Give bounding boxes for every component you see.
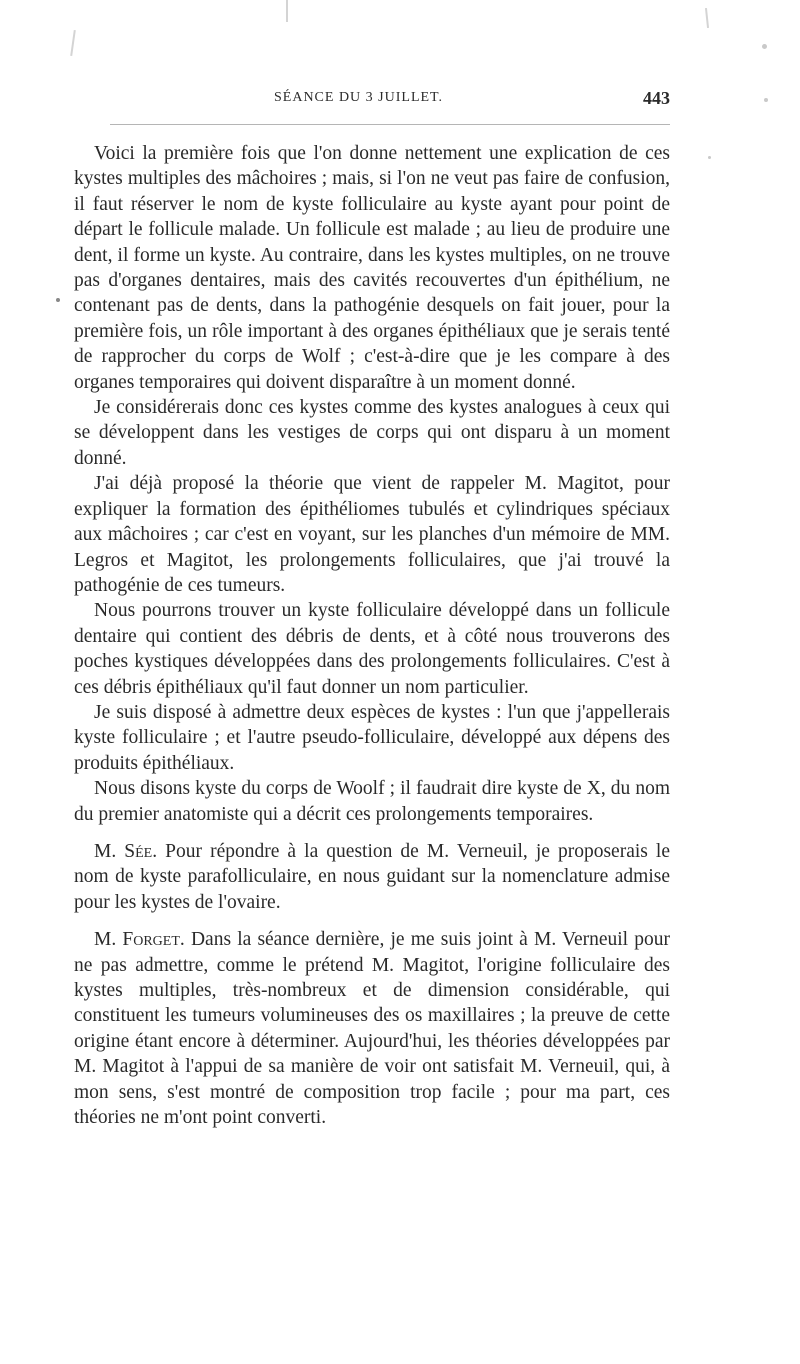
paragraph-text: Je suis disposé à admettre deux espèces de kystes : l'un que j'appellerais kyste folliculaire ; et l'autre pseudo-folliculaire, développé aux dépens des produits épithéliaux. [74,701,670,774]
running-title: SÉANCE DU 3 JUILLET. [274,90,444,105]
paragraph [74,141,670,395]
scan-speck [708,156,711,159]
speaker-paragraph [74,927,670,1130]
paragraph-text: Pour répondre à la question de M. Verneuil, je proposerais le nom de kyste parafolliculaire, en nous guidant sur la nomenclature admise pour les kystes de l'ovaire. [74,840,670,913]
speaker-name: M. Forget. [94,929,185,951]
paragraph-text: Je considérerais donc ces kystes comme des kystes analogues à ceux qui se développent dans les vestiges de corps qui ont disparu à un moment donné. [74,397,670,469]
paragraph-text: Nous disons kyste du corps de Woolf ; il faudrait dire kyste de X, du nom du premier anatomiste qui a décrit ces prolongements temporaires. [74,778,670,825]
paragraph [74,700,670,776]
paragraph [74,776,670,827]
scan-mark-top [286,0,288,22]
paragraph-text: Nous pourrons trouver un kyste folliculaire développé dans un follicule dentaire qui contient des débris de dents, et à côté nous trouverons des poches kystiques développées dans des prolongements folliculaires. C'est à ces débris épithéliaux qu'il faut donner un nom particulier. [74,600,670,698]
paragraph-text: Voici la première fois que l'on donne nettement une explication de ces kystes multiples des mâchoires ; mais, si l'on ne veut pas faire de confusion, il faut réserver le nom de kyste folliculaire au kyste ayant pour point de départ le follicule malade. Un follicule est malade ; au lieu de produire une dent, il forme un kyste. Au contraire, dans les kystes multiples, on ne trouve pas d'organes dentaires, mais des cavités recouvertes d'un épithélium, ne contenant pas de dents, dans la pathogénie desquels on fait jouer, pour la première fois, un rôle important à des organes épithéliaux que je serais tenté de rapprocher du corps de Wolf ; c'est-à-dire que je les compare à des organes temporaires qui doivent disparaître à un moment donné. [74,143,670,393]
header-rule [110,124,670,125]
paragraph [74,471,670,598]
running-head [74,88,670,112]
page-number: 443 [643,88,670,108]
scan-speck [762,44,767,49]
speaker-paragraph [74,839,670,915]
speaker-name: M. Sée. [94,840,158,862]
scan-speck [56,298,60,302]
paragraph [74,395,670,471]
scan-mark-right [705,8,709,28]
paragraph-text: J'ai déjà proposé la théorie que vient de rappeler M. Magitot, pour expliquer la formation des épithéliomes tubulés et cylindriques spéciaux aux mâchoires ; car c'est en voyant, sur les planches d'un mémoire de MM. Legros et Magitot, les prolongements folliculaires, que j'ai trouvé la pathogénie de ces tumeurs. [74,473,670,596]
paragraph [74,598,670,700]
body-text [74,141,670,1130]
scan-speck [764,98,768,102]
scan-mark-left [70,30,76,56]
paragraph-text: Dans la séance dernière, je me suis joint à M. Verneuil pour ne pas admettre, comme le prétend M. Magitot, l'origine folliculaire des kystes multiples, très-nombreux et de dimension considérable, qui constituent les tumeurs volumineuses des os maxillaires ; la preuve de cette origine étant encore à déterminer. Aujourd'hui, les théories développées par M. Magitot à l'appui de sa manière de voir ont satisfait M. Verneuil, qui, à mon sens, s'est montré de composition trop facile ; pour ma part, ces théories ne m'ont point converti. [74,929,670,1129]
